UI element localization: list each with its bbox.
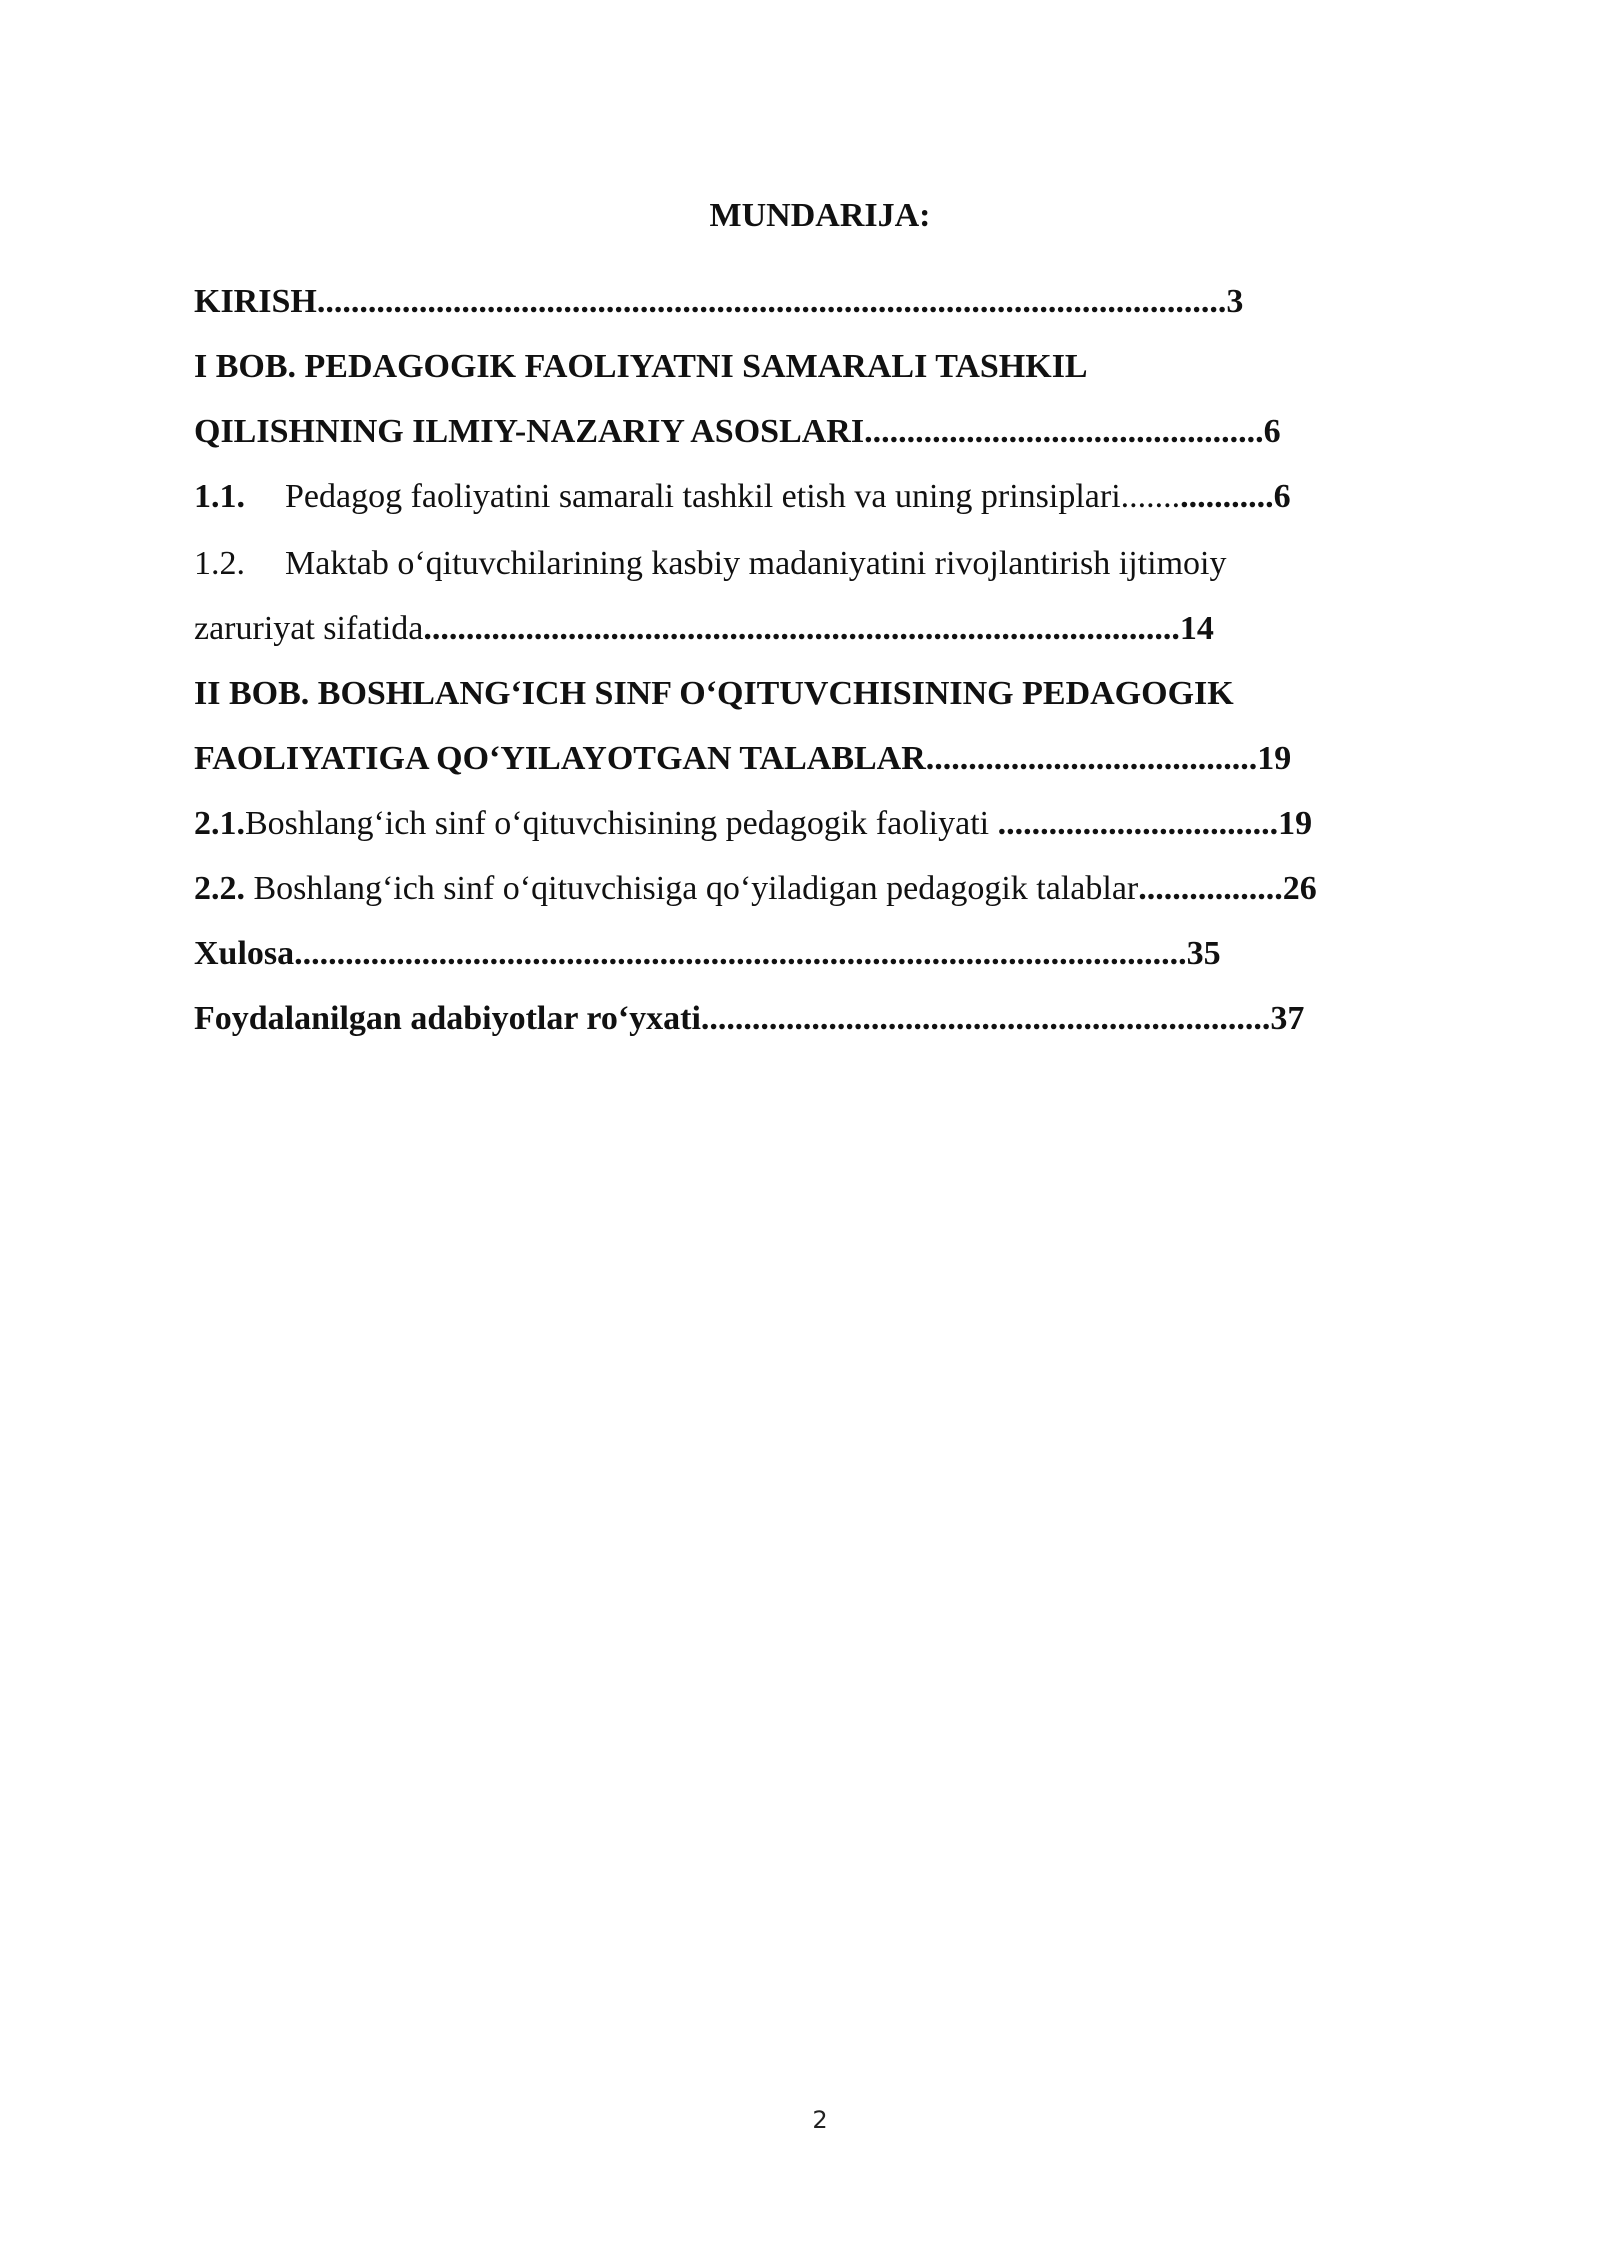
toc-page-number: 35 <box>1186 935 1221 972</box>
toc-leader-dots: ........................................................................................................... <box>316 283 1227 320</box>
toc-entry-references[interactable] <box>194 999 1304 1039</box>
toc-entry-title: I BOB. PEDAGOGIK FAOLIYATNI SAMARALI TASHKIL <box>194 348 1088 385</box>
toc-entry-chapter-1-line-2[interactable] <box>194 412 1281 452</box>
toc-page-number: 19 <box>1278 805 1313 842</box>
toc-section-number: 2.2. <box>194 870 245 907</box>
toc-page-number: 3 <box>1226 283 1244 320</box>
toc-leader-dots: ................................................................... <box>700 1000 1271 1037</box>
toc-heading: MUNDARIJA: <box>709 197 931 234</box>
toc-entry-kirish[interactable] <box>194 282 1243 322</box>
toc-page-number: 26 <box>1282 870 1317 907</box>
toc-page-number: 19 <box>1257 740 1292 777</box>
toc-leader-dots: ......................................................................................................... <box>294 935 1187 972</box>
toc-section-number: 2.1. <box>194 805 245 842</box>
toc-entry-title: II BOB. BOSHLANG‘ICH SINF O‘QITUVCHISINING PEDAGOGIK <box>194 675 1234 712</box>
toc-entry-xulosa[interactable] <box>194 934 1221 974</box>
toc-leader-dots: ................. <box>1138 870 1283 907</box>
toc-entry-section-1-2-line-1[interactable] <box>194 544 1226 584</box>
toc-entry-title: Foydalanilgan adabiyotlar ro‘yxati <box>194 1000 701 1037</box>
toc-entry-title: Pedagog faoliyatini samarali tashkil etish va uning prinsiplari <box>285 478 1121 515</box>
toc-page-number: 14 <box>1179 610 1214 647</box>
toc-entry-chapter-2-line-2[interactable] <box>194 739 1291 779</box>
toc-page-number: 6 <box>1263 413 1281 450</box>
toc-entry-section-1-1[interactable] <box>194 477 1291 517</box>
toc-leader-dots: ......................................................................................... <box>423 610 1180 647</box>
toc-section-number: 1.2. <box>194 545 245 582</box>
toc-entry-title: Boshlang‘ich sinf o‘qituvchisiga qo‘yiladigan pedagogik talablar <box>245 870 1139 907</box>
toc-section-number: 1.1. <box>194 478 245 515</box>
toc-entry-title: zaruriyat sifatida <box>194 610 424 647</box>
toc-entry-section-1-2-line-2[interactable] <box>194 609 1214 649</box>
toc-entry-title: Maktab o‘qituvchilarining kasbiy madaniyatini rivojlantirish ijtimoiy <box>285 545 1227 582</box>
toc-entry-title: FAOLIYATIGA QO‘YILAYOTGAN TALABLAR <box>194 740 926 777</box>
toc-leader-dots: ............................................... <box>864 413 1264 450</box>
toc-entry-title: QILISHNING ILMIY-NAZARIY ASOSLARI <box>194 413 865 450</box>
toc-leader-dots: ................................. <box>997 805 1279 842</box>
toc-leader-dots: ....................................... <box>925 740 1258 777</box>
toc-page-number: 37 <box>1270 1000 1305 1037</box>
toc-entry-title: Xulosa <box>194 935 295 972</box>
toc-entry-chapter-1-line-1[interactable] <box>194 347 1088 387</box>
toc-entry-chapter-2-line-1[interactable] <box>194 674 1234 714</box>
toc-entry-title: Boshlang‘ich sinf o‘qituvchisining pedagogik faoliyati <box>245 805 998 842</box>
page-number: 2 <box>812 2106 828 2134</box>
toc-leader-dots-light: ....... <box>1120 478 1181 515</box>
toc-leader-dots: ........... <box>1180 478 1274 515</box>
toc-page-number: 6 <box>1273 478 1291 515</box>
toc-entry-title: KIRISH <box>194 283 317 320</box>
toc-entry-section-2-1[interactable] <box>194 804 1312 844</box>
toc-entry-section-2-2[interactable] <box>194 869 1317 909</box>
